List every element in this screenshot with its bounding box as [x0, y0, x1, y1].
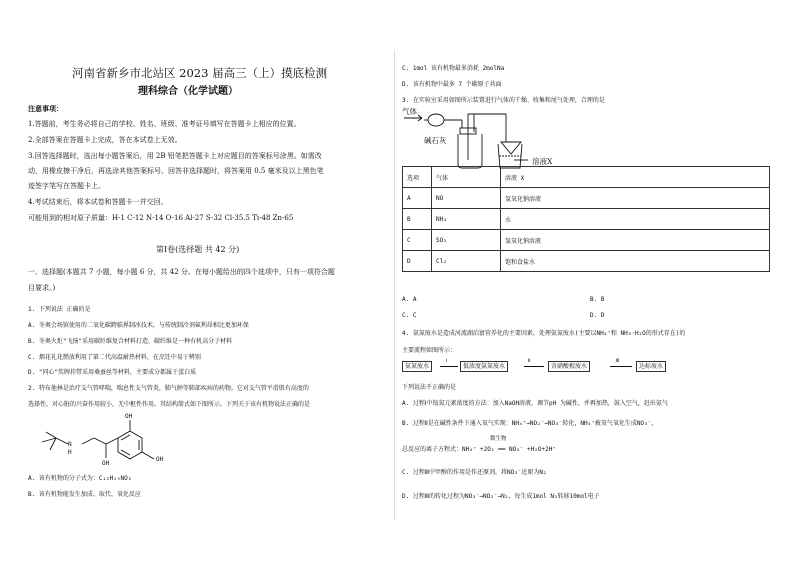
- gas-label: 气体: [402, 107, 417, 116]
- table-row: [403, 209, 770, 230]
- atomic-masses: 可能用到的相对原子质量：H-1 C-12 N-14 O-16 Al-27 S-32 Cl-35.5 Ti-48 Zn-65: [28, 214, 294, 222]
- table-cell: NH₃: [432, 209, 501, 230]
- section-intro-cont: 目要求。): [28, 284, 56, 292]
- q4-option-c: C. 过程Ⅲ中甲醇的作用是作还原剂，将NO₃⁻还原为N₂: [402, 469, 547, 476]
- q4-line1: 4. 氨氮废水是造成河流湖泊富营养化的主要因素，处理氨氮废水(主要以NH₄⁺和 NH₃·H₂O的形式存在)的: [402, 330, 686, 337]
- q2-option-d: D. 该有机物中最多 7 个碳原子共面: [402, 81, 502, 88]
- q4-option-b: B. 过程Ⅱ是在碱性条件下通入氧气实现：NH₄⁺→NO₂⁻→NO₃⁻转化，NH₄⁺被氧气氧化生成NO₃⁻，: [402, 420, 658, 427]
- flow-arrow2-label: Ⅱ: [528, 358, 531, 364]
- flow-arrow3: [610, 366, 632, 367]
- q4-option-d: D. 过程Ⅲ的转化过程为NO₃⁻→NO₂⁻→N₂，每生成1mol N₂转移10mol电子: [402, 493, 600, 500]
- q1-option-a: A. 冬奥会场馆使用的二氧化碳跨临界制冰技术，与传统制冷剂氟利昂相比更加环保: [28, 322, 249, 329]
- table-cell: D: [403, 251, 432, 272]
- note-2: 2.全部答案在答题卡上完成，答在本试卷上无效。: [28, 136, 182, 144]
- q2-option-a: A. 该有机物的分子式为：C₁₂H₁₉NO₃: [28, 475, 132, 482]
- n-atom: N: [68, 441, 72, 448]
- terbutaline-structure: [38, 408, 188, 470]
- q4-b-catalyst: 微生物: [490, 436, 507, 442]
- notes-heading: 注意事项：: [28, 104, 63, 113]
- left-column: [28, 0, 388, 562]
- section-intro: 一、选择题(本题共 7 小题，每小题 6 分，共 42 分。在每小题给出的四个选项中，只有一项符合题: [28, 268, 335, 276]
- q3-stem: 3. 在实验室采用如图所示装置进行气体的干燥、收集和尾气处理，合理的是: [402, 97, 605, 104]
- table-cell: Cl₂: [432, 251, 501, 272]
- flow-arrow1: [440, 366, 458, 367]
- table-header-cell: 溶液 X: [501, 167, 770, 188]
- section-heading: 第Ⅰ卷(选择题 共 42 分): [156, 245, 240, 254]
- q3-answer-a: A. A: [402, 296, 417, 303]
- q2-line2: 选择性，对心脏的兴奋作用较小，无中枢性作用。其结构简式如下图所示。下列关于该有机物说法正确的是: [28, 401, 311, 408]
- table-cell: A: [403, 188, 432, 209]
- apparatus-diagram: [402, 110, 562, 172]
- note-3-cont2: 迹签字笔写在答题卡上。: [28, 182, 105, 190]
- flow-box-4: 达标废水: [636, 361, 666, 372]
- table-row: [403, 230, 770, 251]
- table-header-cell: 选项: [403, 167, 432, 188]
- table-cell: 氢氧化钠溶液: [501, 230, 770, 251]
- column-divider: [394, 50, 395, 520]
- q4-option-a: A. 过程Ⅰ中铵氮元素浓度的方法：加入NaOH溶液，调节pH 为碱性，并再加热，鼓入空气，赶出氨气: [402, 400, 668, 407]
- table-cell: 氢氧化钠溶液: [501, 188, 770, 209]
- q3-answer-b: B. B: [590, 296, 605, 303]
- q1-stem: 1. 下列说法 正确的是: [28, 306, 91, 313]
- q2-option-b: B. 该有机物能发生加成、取代、氧化反应: [28, 491, 141, 498]
- q4-prompt: 下列说法不正确的是: [402, 384, 457, 391]
- flow-arrow2: [524, 366, 544, 367]
- note-3: 3.回答选择题时，选出每小题答案后，用 2B 铅笔把答题卡上对应题目的答案标号涂黑。如需改: [28, 152, 322, 160]
- flow-arrow3-label: Ⅲ: [616, 358, 620, 364]
- flow-arrow1-label: Ⅰ: [446, 358, 448, 364]
- oh-top: OH: [125, 413, 133, 420]
- table-cell: NO: [432, 188, 501, 209]
- table-cell: B: [403, 209, 432, 230]
- table-cell: 水: [501, 209, 770, 230]
- q3-table: [402, 166, 770, 272]
- h-atom: H: [68, 449, 72, 456]
- q2-option-c: C. 1mol 该有机物最多消耗 2molNa: [402, 65, 505, 72]
- table-cell: C: [403, 230, 432, 251]
- q1-option-d: D. "同心"奖牌挂带采用桑蚕丝等材料，主要成分都属于蛋白质: [28, 369, 197, 376]
- flow-box-2: 低浓度氨氮废水: [460, 361, 508, 372]
- note-1: 1.答题前，考生务必将自己的学校、姓名、班级、准考证号填写在答题卡上相应的位置。: [28, 120, 301, 128]
- oh-right: OH: [156, 456, 164, 463]
- table-row: [403, 251, 770, 272]
- table-cell: 饱和食盐水: [501, 251, 770, 272]
- oh-bottom: OH: [102, 460, 110, 467]
- q1-option-c: C. 烟花礼花燃放利用了第二代高温耐热材料，在烹饪中易于辨别: [28, 354, 201, 361]
- q4-option-b-equation: 总反应的离子方程式：NH₄⁺ +2O₂ ══ NO₃⁻ +H₂O+2H⁺: [402, 446, 556, 453]
- flow-box-1: 氨氮废水: [402, 361, 432, 372]
- table-cell: SO₂: [432, 230, 501, 251]
- exam-subtitle: 理科综合（化学试题）: [138, 86, 238, 97]
- table-header-cell: 气体: [432, 167, 501, 188]
- q3-answer-d: D. D: [590, 312, 605, 319]
- q4-line2: 主要流程如图所示：: [402, 347, 457, 354]
- table-row: [403, 188, 770, 209]
- flow-box-3: 含硝酸根废水: [548, 361, 590, 372]
- right-column: [402, 0, 772, 562]
- q3-answer-c: C. C: [402, 312, 417, 319]
- solution-label: 溶液X: [532, 157, 553, 166]
- q2-line1: 2. 特布他林是治疗支气管哮喘，喘息性支气管炎，肺气肿等肺部疾病的药物。它对支气管平滑肌有高度的: [28, 385, 309, 392]
- table-header-row: [403, 167, 770, 188]
- q1-option-b: B. 冬奥火炬"飞扬"采用碳纤维复合材料打造，碳纤维是一种有机高分子材料: [28, 338, 233, 345]
- lime-label: 碱石灰: [424, 136, 447, 145]
- note-3-cont: 动，用橡皮擦干净后，再选涂其他答案标号。回答非选择题时，将答案用 0.5 毫米及以上黑色笔: [28, 167, 324, 175]
- note-4: 4.考试结束后，将本试卷和答题卡一并交回。: [28, 198, 168, 206]
- exam-title: 河南省新乡市北站区 2023 届高三（上）摸底检测: [72, 66, 328, 80]
